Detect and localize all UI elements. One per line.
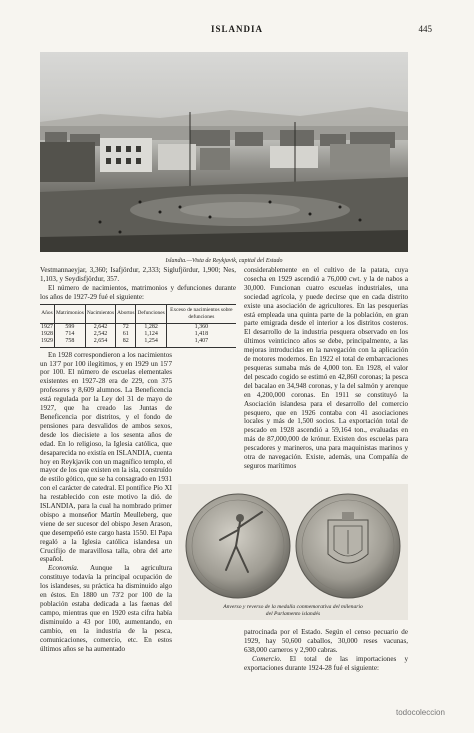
table-cell: 1928 — [41, 330, 53, 337]
reykjavik-photo — [40, 52, 408, 252]
table-cell: 599 — [55, 323, 86, 331]
table-cell: 1,254 — [136, 338, 166, 348]
table-cell: 1,407 — [166, 338, 236, 348]
watermark-logo: todocoleccion — [396, 708, 445, 717]
comercio-label: Comercio. — [252, 654, 282, 663]
economia-text: Aunque la agricultura constituye todavía la principal ocupación de los islandeses, su práctica ha disminuido algo en éstos. En 1880 un 73'2 por 100 de la población estaba dedicada a las faenas del campo, mientras que en 1920 esta cifra había disminuído a 43 por 100, aumentando, en cambio, en la industria de la pesca, comunicaciones, comercio, etc. En estos últimos años se ha aumentado — [40, 564, 172, 653]
table-header-cell: Defunciones — [136, 304, 166, 323]
medal-caption — [178, 604, 408, 618]
table-header-cell: Exceso de nacimientos sobre defunciones — [166, 304, 236, 323]
table-cell: 2,542 — [85, 331, 115, 338]
livestock-paragraph: patrocinada por el Estado. Según el censo pecuario de 1929, hay 50,600 caballos, 30,000 reses vacunas, 638,000 carneros y 2,900 cabras. — [244, 628, 408, 654]
medal-caption-line-2: del Parlamento islandés — [265, 611, 321, 617]
table-cell: 2,654 — [85, 338, 115, 348]
table-header-cell: Años — [40, 304, 55, 323]
table-cell: 1,282 — [136, 323, 166, 331]
reykjavik-photo-drawing — [40, 52, 408, 252]
right-paragraph-1: considerablemente en el cultivo de la patata, cuya cosecha en 1929 ascendió a 76,000 cwt. y la de nabos a 30,000. Funcionan cuatro escuelas industriales, una sociedad agrícola, y puede decirse que en cada distrito existe una asociación de agricultores. En las pesquerías está empleada una quinta parte de la población, en gran parte emigrada desde el interior a los distritos costeros. El desarrollo de la industria pesquera observado en los últimos veinticinco años se debe, principalmente, a las mejoras introducidas en la navegación con la aplicación de motores modernos. En 1922 el total de embarcaciones pesqueras sumaba más de 4,000 ton. En 1928, el valor del pescado cogido se estimó en 42,860 coronas; la pesca del bacalao en 34,948 coronas, y la del salmón y arenque en 4,200,000 coronas. En 1911 se constituyó la Asociación islandesa para el desarrollo del comercio pesquero, que en 1926 contaba con 41 asociaciones locales y más de 1,500 socios. La exportación total de pescado en 1928 ascendió a 59,164 ton., evaluadas en más de 87,000,000 de krónur. Existen dos escuelas para pescadores y marineros, una para maquinistas marinos y otra de navegación. Existe, además, una Compañía de seguros marítimos — [244, 266, 408, 470]
table-cell: 1929 — [40, 338, 55, 348]
table-cell: 1,360 — [166, 323, 236, 331]
table-row — [40, 331, 236, 338]
left-paragraph-4 — [40, 564, 172, 653]
table-row — [40, 338, 236, 348]
photo-caption: Islandia.—Vista de Reykjavik, capital del Estado — [165, 258, 283, 264]
table-cell: 61 — [116, 331, 136, 338]
table-cell: 82 — [116, 338, 136, 348]
table-cell: 758 — [55, 338, 86, 348]
vital-statistics-table — [40, 304, 236, 348]
table-cell: 714 — [55, 331, 86, 338]
table-cell: 2,642 — [85, 323, 115, 331]
comercio-paragraph — [244, 655, 408, 673]
comercio-text: El total de las importaciones y exportaciones durante 1924-28 fué el siguiente: — [244, 654, 408, 672]
left-paragraph-3: En 1928 correspondieron a los nacimientos un 13'7 por 100 ilegítimos, y en 1929 un 15'7 por 100. El número de escuelas elementales existentes en 1927-28 era de 229, con 375 profesores y 8,609 alumnos. La Beneficencia está regulada por la Ley del 31 de mayo de 1927, que ha creado las Juntas de Beneficencia por distritos, y el fondo de pensiones para desvalidos de ambos sexos, desde los diecisiete a los sesenta años de edad. En lo religioso, la Iglesia católica, que desaparecida no existía en ISLANDIA, cuenta hoy en Reykjavik con un magnífico templo, el mayor de los que existen en la isla, construído de estilo gótico, que se ha consagrado en 1931 con el carácter de catedral. El pontífice Pío XI ha restablecido con este motivo la dió. de ISLANDIA, para la cual ha nombrado primer obispo a monseñor Martín Meulleberg, que viene de ser sucesor del obispo Jesen Arason, que desempeñó este cargo hasta 1550. El Papa regaló a la Iglesia católica islandesa un Crucifijo de maravillosa talla, obra del arte español. — [40, 350, 172, 564]
table-header-cell: Abortos — [116, 304, 136, 323]
economia-label: Economía. — [48, 564, 79, 573]
table-cell: 1,418 — [166, 331, 236, 338]
table-row — [40, 323, 236, 331]
left-paragraph-2: El número de nacimientos, matrimonios y defunciones durante los años de 1927-29 fué el siguiente: — [40, 283, 236, 301]
medal-drawing — [178, 484, 408, 604]
medal-photo — [178, 484, 408, 620]
table-cell: 1927 — [41, 323, 53, 330]
page-header — [0, 24, 474, 38]
table-header-cell: Nacimientos — [85, 304, 115, 323]
table-header-cell: Matrimonios — [55, 304, 86, 323]
table-cell: 72 — [116, 323, 136, 331]
right-column-bottom — [244, 628, 408, 673]
table-cell: 1,124 — [136, 331, 166, 338]
page-number: 445 — [418, 24, 432, 34]
table-header-row — [40, 304, 236, 323]
right-column — [244, 266, 408, 471]
left-paragraph-1: Vestmannaeyjar, 3,360; Isafjördur, 2,333; Siglufjördur, 1,900; Nes, 1,103, y Seydisfjördur, 357. — [40, 266, 236, 283]
running-title: ISLANDIA — [210, 24, 263, 34]
medal-caption-line-1: Anverso y reverso de la medalla conmemorativa del milenario — [223, 604, 363, 610]
